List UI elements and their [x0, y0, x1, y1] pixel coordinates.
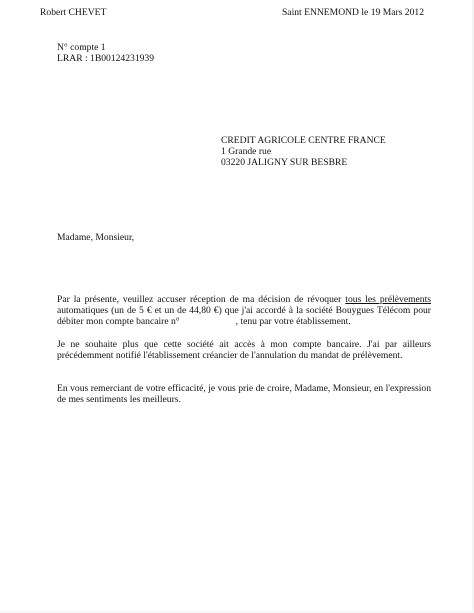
paragraph-closing: En vous remerciant de votre efficacité, je vous prie de croire, Madame, Monsieur, en l'expression de mes sentiments les meilleurs.: [57, 383, 431, 405]
underlined-phrase: tous les prélèvements: [345, 294, 432, 305]
sender-name: Robert CHEVET: [40, 7, 107, 18]
recipient-city: 03220 JALIGNY SUR BESBRE: [221, 157, 348, 168]
paragraph-revocation-text-1: Par la présente, veuillez accuser réception de ma décision de révoquer: [57, 294, 346, 305]
recipient-street: 1 Grande rue: [221, 146, 272, 157]
place-date: Saint ENNEMOND le 19 Mars 2012: [281, 7, 424, 18]
lrar-reference: LRAR : 1B00124231939: [57, 53, 155, 64]
paragraph-revocation: [57, 294, 431, 327]
account-reference: N° compte 1: [57, 42, 106, 53]
recipient-name: CREDIT AGRICOLE CENTRE FRANCE: [221, 135, 386, 146]
paragraph-revocation-text-2: automatiques (un de 5 € et un de 44,80 €) que j'ai accordé à la société Bouygues Télécom pour débiter mon compte bancaire n°: [57, 305, 431, 327]
paragraph-revocation-text-3: , tenu par votre établissement.: [235, 316, 351, 327]
paragraph-access: Je ne souhaite plus que cette société ait accès à mon compte bancaire. J'ai par ailleurs précédemment notifié l'établissement créancier de l'annulation du mandat de prélèvement.: [57, 339, 431, 361]
salutation: Madame, Monsieur,: [57, 232, 135, 243]
